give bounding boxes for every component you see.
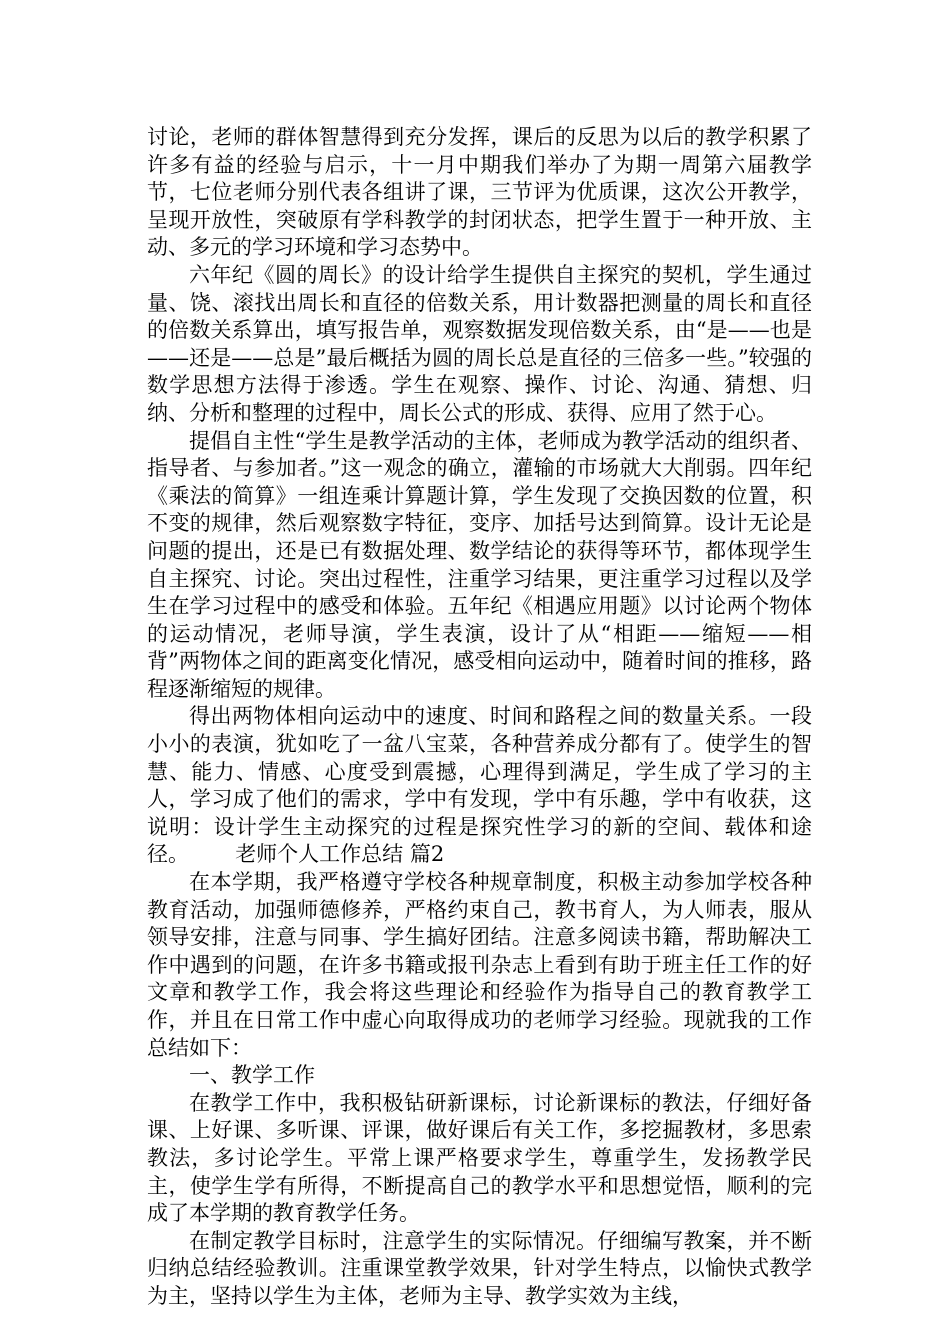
paragraph-4-text: 得出两物体相向运动中的速度、时间和路程之间的数量关系。一段小小的表演，犹如吃了一盆八宝菜，各种营养成分都有了。使学生的智慧、能力、情感、心度受到震撼，心理得到满足，学生成了学习的主人，学习成了他们的需求，学中有发现，学中有乐趣，学中有收获，这说明：设计学生主动探究的过程是探究性学习的新的空间、载体和途径。 <box>147 704 812 867</box>
paragraph-3: 提倡自主性“学生是教学活动的主体，老师成为教学活动的组织者、指导者、与参加者。”这一观念的确立，灌输的市场就大大削弱。四年纪《乘法的简算》一组连乘计算题计算，学生发现了交换因数的位置，积不变的规律，然后观察数字特征，变序、加括号达到简算。设计无论是问题的提出，还是已有数据处理、数学结论的获得等环节，都体现学生自主探究、讨论。突出过程性，注重学习结果，更注重学习过程以及学生在学习过程中的感受和体验。五年纪《相遇应用题》以讨论两个物体的运动情况，老师导演，学生表演，设计了从“相距——缩短——相背”两物体之间的距离变化情况，感受相向运动中，随着时间的推移，路程逐渐缩短的规律。 <box>147 428 812 701</box>
paragraph-2: 六年纪《圆的周长》的设计给学生提供自主探究的契机，学生通过量、饶、滚找出周长和直径的倍数关系，用计数器把测量的周长和直径的倍数关系算出，填写报告单，观察数据发现倍数关系，由“是——也是——还是——总是”最后概括为圆的周长总是直径的三倍多一些。”较强的数学思想方法得于渗透。学生在观察、操作、讨论、沟通、猜想、归纳、分析和整理的过程中，周长公式的形成、获得、应用了然于心。 <box>147 262 812 425</box>
paragraph-8: 在制定教学目标时，注意学生的实际情况。仔细编写教案，并不断归纳总结经验教训。注重课堂教学效果，针对学生特点，以愉快式教学为主，坚持以学生为主体，老师为主导、教学实效为主线， <box>147 1228 812 1308</box>
paragraph-4 <box>147 703 812 869</box>
section-heading-teaching-work: 一、教学工作 <box>189 1063 315 1088</box>
paragraph-7: 在教学工作中，我积极钻研新课标，讨论新课标的教法，仔细好备课、上好课、多听课、评课，做好课后有关工作，多挖掘教材，多思索教法，多讨论学生。平常上课严格要求学生，尊重学生，发扬教学民主，使学生学有所得，不断提高自己的教学水平和思想觉悟，顺利的完成了本学期的教育教学任务。 <box>147 1090 812 1226</box>
section-heading-part-2: 老师个人工作总结 篇2 <box>235 842 445 867</box>
paragraph-1: 讨论，老师的群体智慧得到充分发挥，课后的反思为以后的教学积累了许多有益的经验与启示，十一月中期我们举办了为期一周第六届教学节，七位老师分别代表各组讲了课，三节评为优质课，这次公开教学，呈现开放性，突破原有学科教学的封闭状态，把学生置于一种开放、主动、多元的学习环境和学习态势中。 <box>147 125 812 260</box>
document-page <box>147 124 812 1311</box>
paragraph-5: 在本学期，我严格遵守学校各种规章制度，积极主动参加学校各种教育活动，加强师德修养，严格约束自己，教书育人，为人师表，服从领导安排，注意与同事、学生搞好团结。注意多阅读书籍，帮助解决工作中遇到的问题，在许多书籍或报刊杂志上看到有助于班主任工作的好文章和教学工作，我会将这些理论和经验作为指导自己的教育教学工作，并且在日常工作中虚心向取得成功的老师学习经验。现就我的工作总结如下： <box>147 870 812 1060</box>
